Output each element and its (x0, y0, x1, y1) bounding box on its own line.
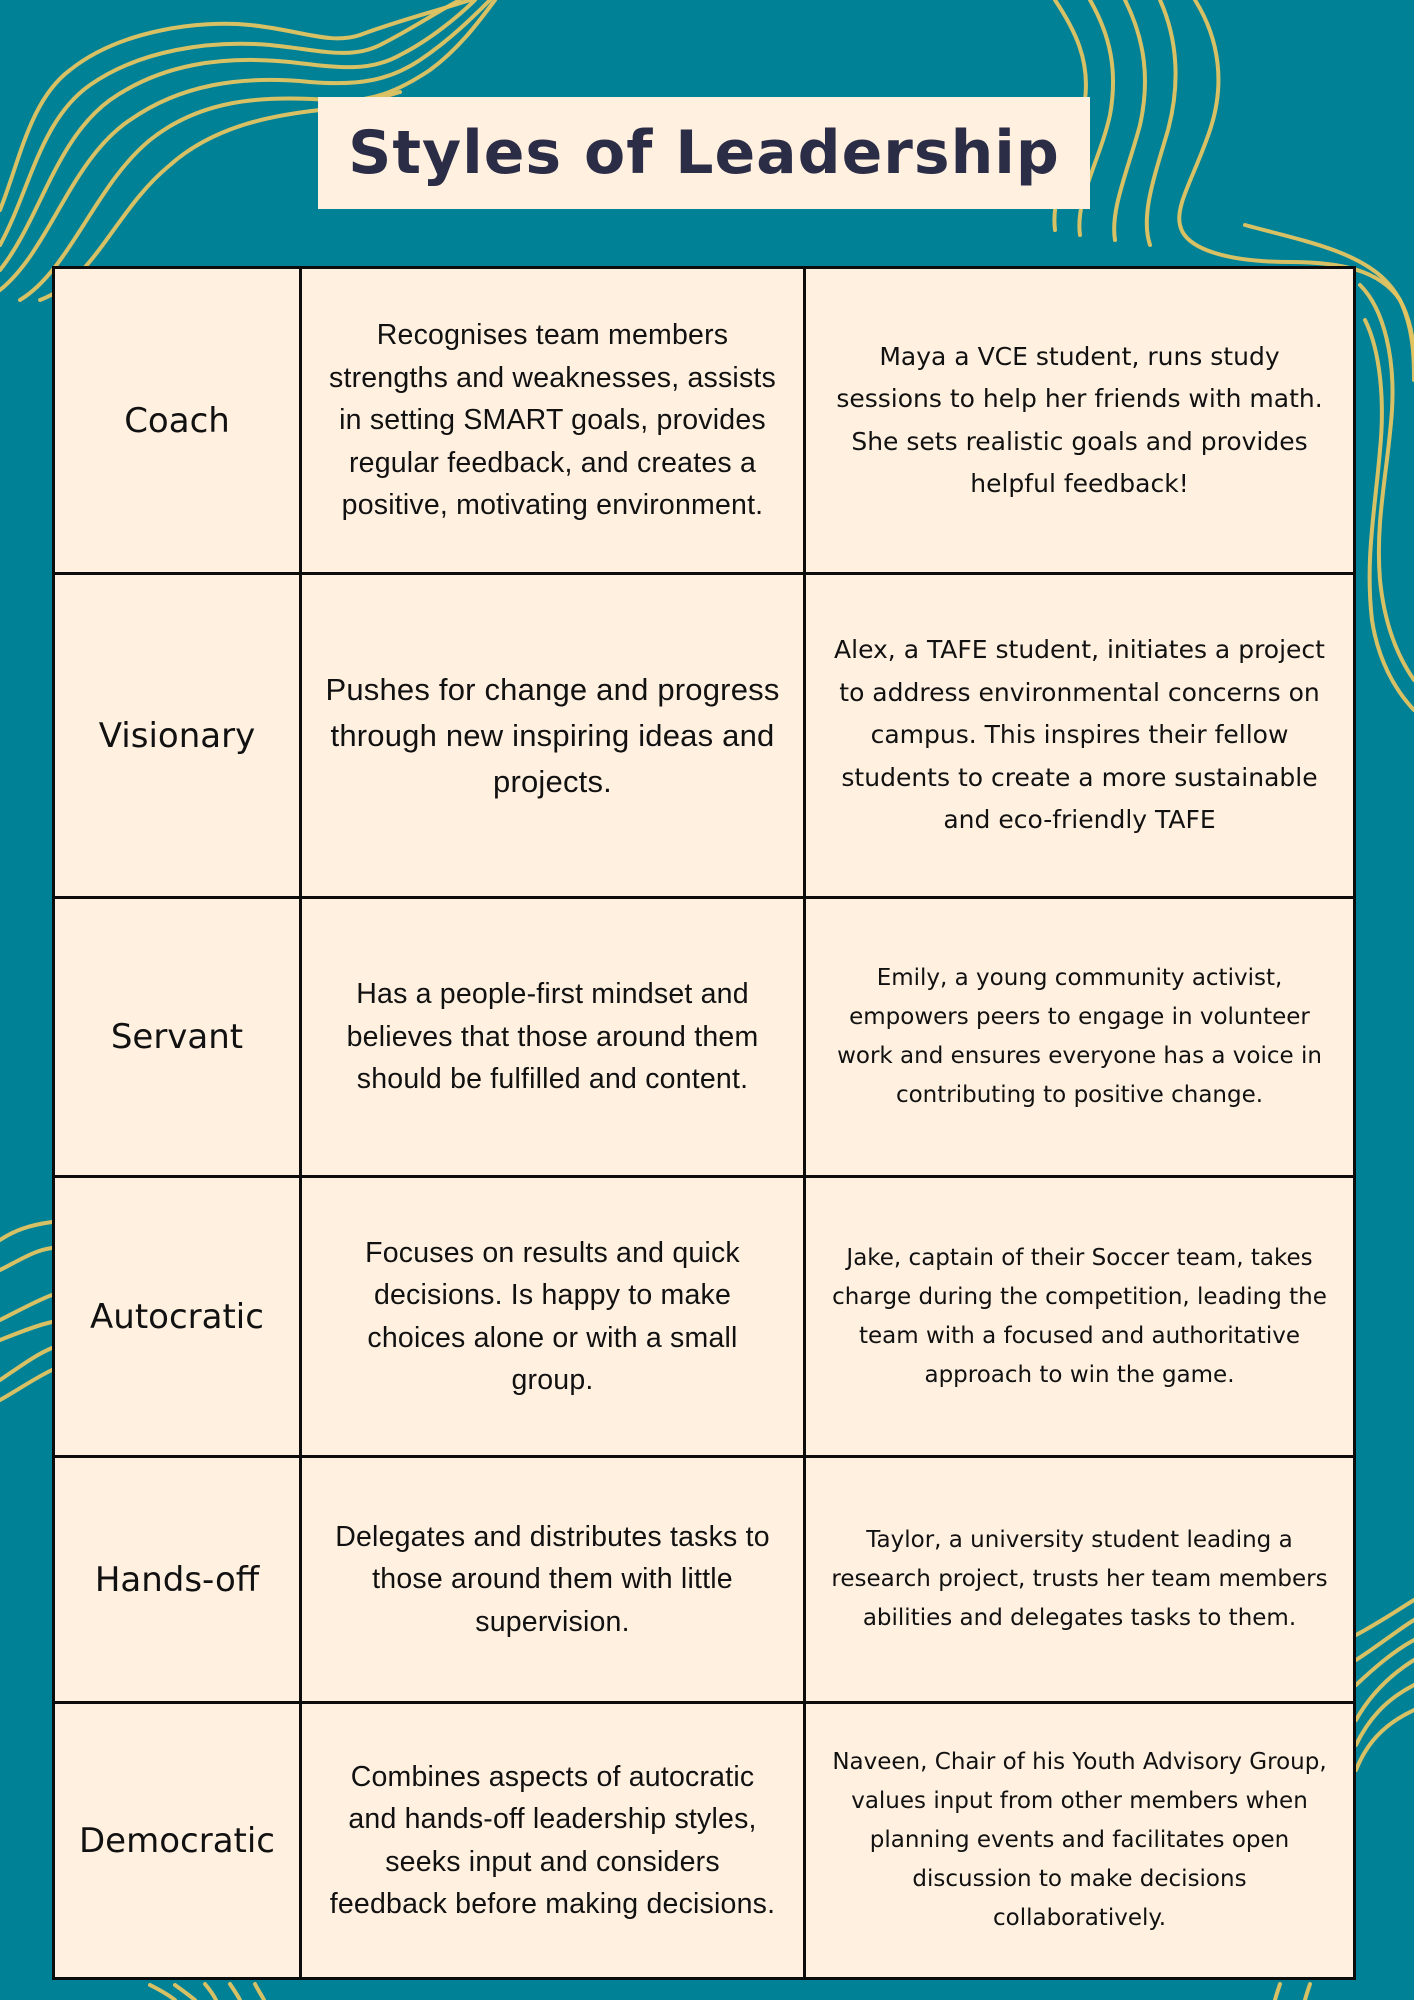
style-description: Recognises team members strengths and weaknesses, assists in setting SMART goals, provides regular feedback, and creates a positive, motivating environment. (329, 319, 776, 522)
description-cell (302, 1178, 806, 1458)
description-cell (302, 899, 806, 1178)
style-description: Focuses on results and quick decisions. Is happy to make choices alone or with a small group. (365, 1236, 740, 1396)
style-description: Pushes for change and progress through new inspiring ideas and projects. (325, 671, 780, 799)
style-example: Taylor, a university student leading a research project, trusts her team members abilities and delegates tasks to them. (831, 1527, 1328, 1631)
example-cell (806, 1458, 1353, 1704)
style-cell (55, 1178, 302, 1458)
style-name: Visionary (98, 715, 256, 756)
style-example: Jake, captain of their Soccer team, takes charge during the competition, leading the team with a focused and authoritative approach to win the game. (832, 1244, 1327, 1388)
description-cell (302, 575, 806, 899)
style-name: Democratic (79, 1820, 275, 1861)
style-name: Coach (124, 400, 230, 441)
style-name: Hands-off (94, 1559, 260, 1600)
style-cell (55, 1704, 302, 1977)
style-cell (55, 1458, 302, 1704)
style-name: Autocratic (90, 1296, 264, 1337)
example-cell (806, 269, 1353, 575)
example-cell (806, 899, 1353, 1178)
example-cell (806, 1178, 1353, 1458)
example-cell (806, 1704, 1353, 1977)
style-description: Delegates and distributes tasks to those around them with little supervision. (335, 1520, 770, 1638)
style-cell (55, 899, 302, 1178)
style-description: Has a people-first mindset and believes that those around them should be fulfilled and content. (346, 978, 759, 1096)
title-banner (318, 97, 1090, 209)
style-cell (55, 575, 302, 899)
style-name: Servant (110, 1017, 244, 1057)
style-example: Emily, a young community activist, empowers peers to engage in volunteer work and ensures everyone has a voice in contributing to positive change. (837, 965, 1322, 1108)
example-cell (806, 575, 1353, 899)
page-title: Styles of Leadership (348, 118, 1060, 188)
style-example: Alex, a TAFE student, initiates a project to address environmental concerns on campus. This inspires their fellow students to create a more sustainable and eco-friendly TAFE (834, 635, 1325, 835)
style-example: Naveen, Chair of his Youth Advisory Group, values input from other members when planning events and facilitates open discussion to make decisions collaboratively. (832, 1749, 1327, 1931)
style-description: Combines aspects of autocratic and hands-off leadership styles, seeks input and considers feedback before making decisions. (329, 1760, 776, 1920)
style-example: Maya a VCE student, runs study sessions to help her friends with math. She sets realistic goals and provides helpful feedback! (836, 341, 1323, 498)
description-cell (302, 1704, 806, 1977)
description-cell (302, 269, 806, 575)
style-cell (55, 269, 302, 575)
description-cell (302, 1458, 806, 1704)
leadership-styles-table (52, 266, 1356, 1980)
